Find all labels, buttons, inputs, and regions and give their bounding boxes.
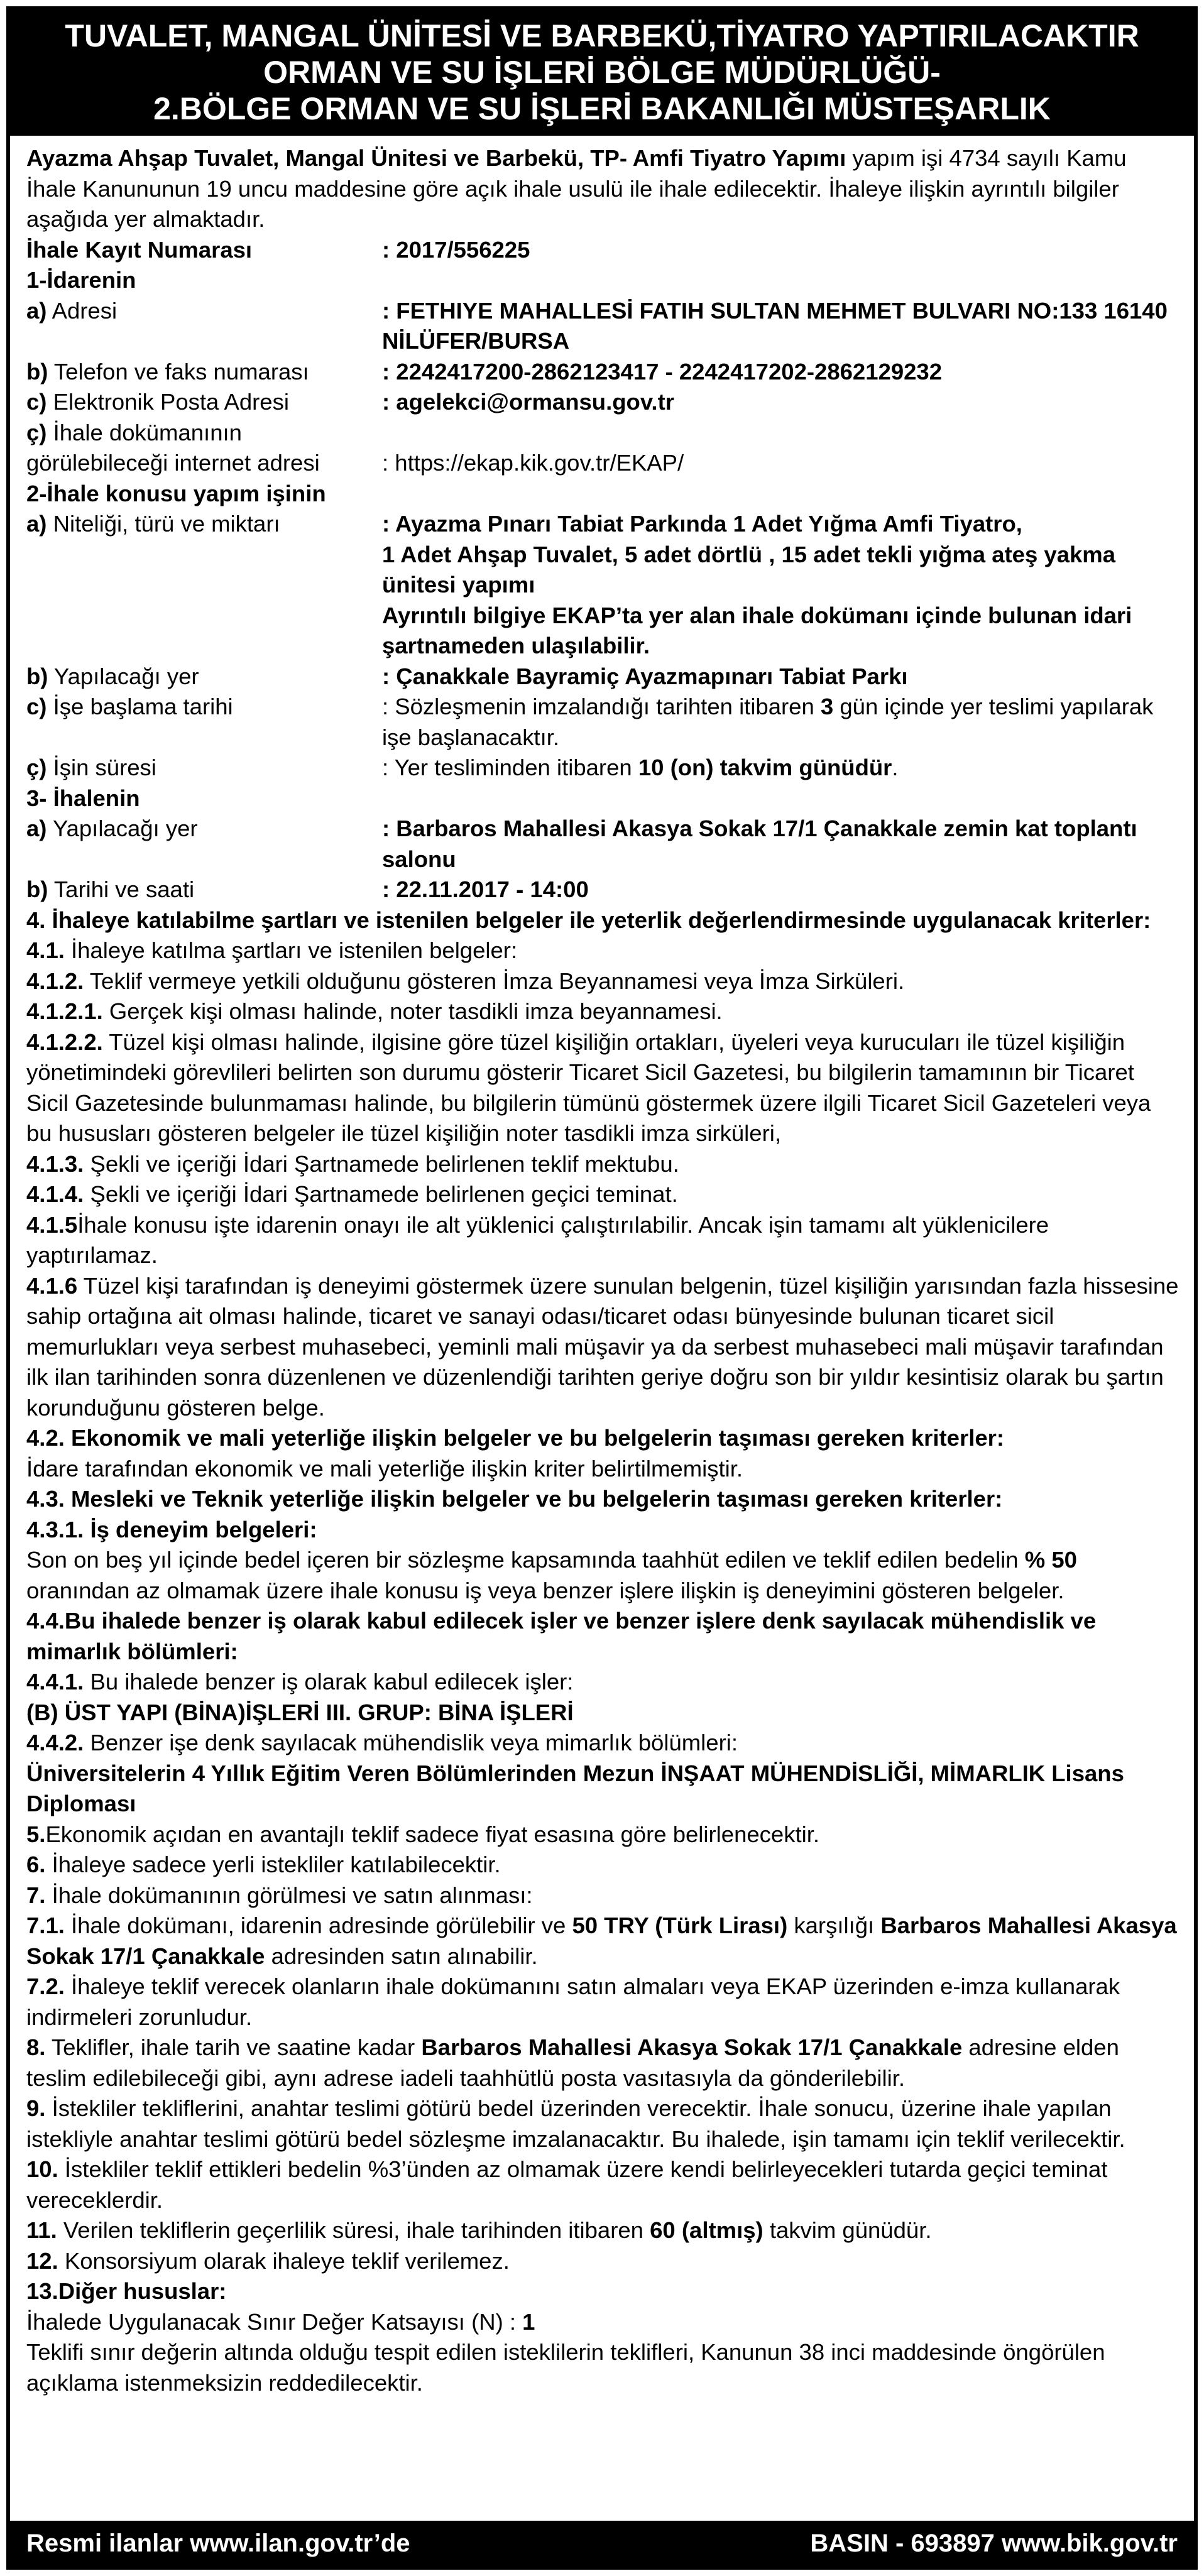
header-line-1: TUVALET, MANGAL ÜNİTESİ VE BARBEKÜ,TİYATRO YAPTIRILACAKTIR	[65, 18, 1139, 53]
notice-header	[10, 10, 1194, 136]
item-text: Ekonomik açıdan en avantajlı teklif sadece fiyat esasına göre belirlenecektir.	[45, 1821, 820, 1847]
item-9	[26, 2093, 1180, 2154]
text-part: Verilen tekliflerin geçerlilik süresi, ihale tarihinden itibaren	[57, 2217, 650, 2243]
nitelik-line-3: Ayrıntılı bilgiye EKAP’ta yer alan ihale dokümanı içinde bulunan idari şartnameden ulaşılabilir.	[382, 602, 1132, 658]
item-number: 4.1.5	[26, 1211, 78, 1238]
value-part: .	[892, 755, 899, 780]
text-bold: Barbaros Mahallesi Akasya Sokak 17/1 Çanakkale	[421, 2034, 963, 2060]
item-13-line-2: Teklifi sınır değerin altında olduğu tespit edilen isteklilerin teklifleri, Kanunun 38 inci maddesinde öngörülen açıklama istenmeksizin reddedilecektir.	[26, 2339, 1105, 2396]
label-text: Yapılacağı yer	[48, 663, 199, 689]
item-4-2-text: İdare tarafından ekonomik ve mali yeterliğe ilişkin kriter belirtilmemiştir.	[26, 1455, 743, 1482]
label-text: Telefon ve faks numarası	[48, 358, 309, 385]
letter-a: a)	[26, 511, 47, 537]
label-text: İşin süresi	[47, 755, 156, 780]
intro-paragraph	[26, 143, 1180, 235]
item-text: İhale dokümanının görülmesi ve satın alınması:	[45, 1882, 533, 1908]
item-number: 9.	[26, 2095, 46, 2121]
item-number: 4.1.6	[26, 1272, 78, 1299]
idare-dok-value[interactable]: : https://ekap.kik.gov.tr/EKAP/	[382, 450, 684, 476]
item-text: Teklif vermeye yetkili olduğunu gösteren İmza Beyannamesi veya İmza Sirküleri.	[84, 968, 905, 994]
item-number: 5.	[26, 1821, 46, 1847]
item-number: 4.1.	[26, 937, 65, 963]
item-4-2-heading: 4.2. Ekonomik ve mali yeterliğe ilişkin belgeler ve bu belgelerin taşıması gereken kriterler:	[26, 1425, 1004, 1451]
ihalenin-yer-value: : Barbaros Mahallesi Akasya Sokak 17/1 Çanakkale zemin kat toplantı salonu	[382, 816, 1137, 872]
idare-dok-label-2: görülebileceği internet adresi	[26, 450, 320, 476]
intro-bold: Ayazma Ahşap Tuvalet, Mangal Ünitesi ve Barbekü, TP- Amfi Tiyatro Yapımı	[26, 145, 846, 171]
item-text: Bu ihalede benzer iş olarak kabul edilecek işler:	[84, 1669, 574, 1695]
text-part: adresinden satın alınabilir.	[265, 1943, 538, 1969]
text-part: İhalede Uygulanacak Sınır Değer Katsayısı (N) :	[26, 2308, 523, 2335]
value-bold: 3	[820, 694, 834, 719]
konu-heading: 2-İhale konusu yapım işinin	[26, 480, 326, 506]
item-number: 4.1.4.	[26, 1181, 84, 1207]
nitelik-line-2: 1 Adet Ahşap Tuvalet, 5 adet dörtlü , 15 adet tekli yığma ateş yakma ünitesi yapımı	[382, 541, 1116, 598]
text-bold: 1	[522, 2308, 535, 2335]
idare-adres-value: : FETHIYE MAHALLESİ FATIH SULTAN MEHMET BULVARI NO:133 16140 NİLÜFER/BURSA	[382, 297, 1168, 354]
item-number: 12.	[26, 2247, 58, 2274]
footer-ilan-link[interactable]: Resmi ilanlar www.ilan.gov.tr’de	[26, 2529, 410, 2557]
ihalenin-heading: 3- İhalenin	[26, 785, 140, 811]
label-text: İhale dokümanının	[47, 419, 242, 445]
item-text: Konsorsiyum olarak ihaleye teklif verilemez.	[58, 2247, 510, 2274]
value-part: : Sözleşmenin imzalandığı tarihten itibaren	[382, 694, 821, 719]
item-4-1-4	[26, 1179, 1180, 1210]
item-number: 4.1.2.1.	[26, 998, 103, 1024]
ihalenin-tarih-row	[26, 875, 1180, 905]
footer-bik-link[interactable]: BASIN - 693897 www.bik.gov.tr	[810, 2529, 1178, 2557]
letter-c-cedilla: ç)	[26, 755, 47, 780]
item-7-1	[26, 1911, 1180, 1972]
text-bold: Barbaros Mahallesi Akasya Sokak 17/1 Çanakkale	[26, 1913, 1177, 1969]
item-4-4-heading: 4.4.Bu ihalede benzer iş olarak kabul edilecek işler ve benzer işlere denk sayılacak mühendislik ve mimarlık bölümleri:	[26, 1608, 1097, 1664]
letter-a: a)	[26, 297, 47, 324]
item-4-4-2-value: Üniversitelerin 4 Yıllık Eğitim Veren Bölümlerinden Mezun İNŞAAT MÜHENDİSLİĞİ, MİMARLIK Lisans Diploması	[26, 1760, 1124, 1816]
item-11	[26, 2215, 1180, 2246]
value-part: : Yer tesliminden itibaren	[382, 755, 638, 780]
item-10	[26, 2154, 1180, 2215]
value-bold: 10 (on) takvim günüdür	[638, 755, 892, 780]
item-4-3-1-text	[26, 1545, 1180, 1606]
label-text: Elektronik Posta Adresi	[47, 389, 289, 415]
item-4-1	[26, 936, 1180, 966]
item-4-3-heading: 4.3. Mesleki ve Teknik yeterliğe ilişkin belgeler ve bu belgelerin taşıması gereken kriterler:	[26, 1486, 1003, 1512]
idare-eposta-value[interactable]: : agelekci@ormansu.gov.tr	[382, 389, 674, 415]
konu-nitelik-value	[382, 509, 1180, 662]
item-text: Tüzel kişi tarafından iş deneyimi göstermek üzere sunulan belgenin, tüzel kişiliğin yarısından fazla hissesine sahip ortağına ait olması halinde, ticaret ve sanayi odası/ticaret odası bünyesinde bulunan ticaret sicil memurlukları veya serbest muhasebeci, yeminli mali müşavir ya da serbest muhasebeci mali müşavir tarafından ilk ilan tarihinden sonra düzenlenen ve düzenlendiği tarihten geriye doğru son bir yıldır kesintisiz olarak bu şartın korunduğunu gösteren belge.	[26, 1272, 1179, 1421]
konu-baslama-value	[382, 692, 1180, 753]
konu-sure-row	[26, 753, 1180, 783]
text-part: takvim günüdür.	[763, 2217, 932, 2243]
item-text: İstekliler tekliflerini, anahtar teslimi götürü bedel üzerinden verecektir. İhale sonucu, üzerine ihale yapılan istekliyle anahtar teslimi götürü bedel sözleşme imzalanacaktır. Bu ihalede, işin tamamı için teklif verilecektir.	[26, 2095, 1125, 2152]
item-number: 4.4.1.	[26, 1669, 84, 1695]
notice-footer	[10, 2521, 1194, 2566]
konu-baslama-label	[26, 692, 382, 753]
header-line-2: ORMAN VE SU İŞLERİ BÖLGE MÜDÜRLÜĞÜ-	[263, 55, 941, 90]
item-13-line-1	[26, 2307, 1180, 2338]
text-part: Son on beş yıl içinde bedel içeren bir sözleşme kapsamında taahhüt edilen ve teklif edilen bedelin	[26, 1547, 1025, 1573]
konu-sure-label	[26, 753, 382, 783]
konu-sure-value	[382, 753, 1180, 783]
item-text: Şekli ve içeriği İdari Şartnamede belirlenen teklif mektubu.	[84, 1150, 679, 1177]
value-part: gün içinde yer teslimi yapılarak işe başlanacaktır.	[382, 694, 1154, 750]
ihalenin-yer-row	[26, 814, 1180, 875]
item-text: İhale konusu işte idarenin onayı ile alt yüklenici çalıştırılabilir. Ancak işin tamamı alt yüklenicilere yaptırılamaz.	[26, 1211, 1049, 1268]
letter-c: c)	[26, 694, 47, 719]
item-12	[26, 2246, 1180, 2277]
label-text: Tarihi ve saati	[48, 876, 195, 902]
konu-nitelik-row	[26, 509, 1180, 662]
text-part: karşılığı	[787, 1913, 881, 1938]
nitelik-line-1: : Ayazma Pınarı Tabiat Parkında 1 Adet Yığma Amfi Tiyatro,	[382, 511, 1022, 537]
item-text: Şekli ve içeriği İdari Şartnamede belirlenen geçici teminat.	[84, 1181, 678, 1207]
letter-b: b)	[26, 358, 48, 385]
item-number: 8.	[26, 2034, 46, 2060]
idare-adres-row	[26, 296, 1180, 357]
ihalenin-yer-label	[26, 814, 382, 875]
idare-dok-row	[26, 448, 1180, 479]
item-number: 4.1.3.	[26, 1150, 84, 1177]
item-text: Tüzel kişi olması halinde, ilgisine göre tüzel kişiliğin ortakları, üyeleri veya kurucuları ile tüzel kişiliğin yönetimindeki görevlileri belirten son durumu gösterir Ticaret Sicil Gazetesi, bu bilgilerin tamamının bir Ticaret Sicil Gazetesinde bulunmaması halinde, bu bilgilerin tümünü göstermek üzere ilgili Ticaret Sicil Gazeteleri veya bu hususları gösteren belgeler ile tüzel kişiliğin noter tasdikli imza sirküleri,	[26, 1029, 1151, 1146]
notice-body	[10, 136, 1194, 2398]
item-text: Benzer işe denk sayılacak mühendislik veya mimarlık bölümleri:	[84, 1730, 738, 1755]
item-4-3-1-heading: 4.3.1. İş deneyim belgeleri:	[26, 1516, 317, 1542]
letter-a: a)	[26, 816, 47, 841]
item-number: 10.	[26, 2156, 58, 2182]
item-number: 4.1.2.2.	[26, 1029, 103, 1055]
item-7	[26, 1880, 1180, 1911]
text-bold: 50 TRY (Türk Lirası)	[572, 1913, 788, 1938]
idare-tel-label	[26, 357, 382, 388]
text-part: oranından az olmamak üzere ihale konusu iş veya benzer işlere ilişkin iş deneyimini gösteren belgeler.	[26, 1577, 1064, 1603]
konu-yer-label	[26, 662, 382, 692]
item-number: 7.2.	[26, 1973, 65, 1999]
item-text: İhaleye teklif verecek olanların ihale dokümanını satın almaları veya EKAP üzerinden e-imza kullanarak indirmeleri zorunludur.	[26, 1973, 1120, 2030]
header-line-3: 2.BÖLGE ORMAN VE SU İŞLERİ BAKANLIĞI MÜSTEŞARLIK	[153, 91, 1051, 126]
item-4-1-3	[26, 1149, 1180, 1180]
item-4-1-2-1	[26, 996, 1180, 1027]
item-number: 4.1.2.	[26, 968, 84, 994]
item-4-4-2	[26, 1728, 1180, 1759]
konu-nitelik-label	[26, 509, 382, 662]
section-4-heading: 4. İhaleye katılabilme şartları ve istenilen belgeler ile yeterlik değerlendirmesinde uygulanacak kriterler:	[26, 907, 1151, 933]
item-number: 4.4.2.	[26, 1730, 84, 1755]
letter-b: b)	[26, 876, 48, 902]
item-4-1-2-2	[26, 1027, 1180, 1149]
ihalenin-tarih-label	[26, 875, 382, 905]
text-bold: 60 (altmış)	[650, 2217, 763, 2243]
item-text: Gerçek kişi olması halinde, noter tasdikli imza beyannamesi.	[102, 998, 723, 1024]
item-text: İstekliler teklif ettikleri bedelin %3’ünden az olmamak üzere kendi belirleyecekleri tutarda geçici teminat vereceklerdir.	[26, 2156, 1108, 2213]
konu-baslama-row	[26, 692, 1180, 753]
idare-tel-value: : 2242417200-2862123417 - 2242417202-2862129232	[382, 358, 943, 385]
idare-adres-label	[26, 296, 382, 357]
label-text: İşe başlama tarihi	[47, 694, 233, 719]
notice-frame	[6, 6, 1198, 2570]
text-bold: % 50	[1024, 1547, 1077, 1573]
item-4-1-5	[26, 1210, 1180, 1271]
item-4-1-6	[26, 1271, 1180, 1424]
text-part: adresine elden teslim edilebileceği gibi, aynı adrese iadeli taahhütlü posta vasıtasıyla da gönderilebilir.	[26, 2034, 1119, 2091]
item-number: 7.	[26, 1882, 46, 1908]
item-7-2	[26, 1972, 1180, 2033]
kayit-row	[26, 235, 1180, 266]
item-number: 11.	[26, 2217, 57, 2243]
letter-c-cedilla: ç)	[26, 419, 47, 445]
label-text: Yapılacağı yer	[47, 816, 198, 841]
item-number: 7.1.	[26, 1913, 65, 1938]
text-part: Teklifler, ihale tarih ve saatine kadar	[45, 2034, 422, 2060]
idare-tel-row	[26, 357, 1180, 388]
item-text: İhaleye katılma şartları ve istenilen belgeler:	[64, 937, 518, 963]
kayit-value: : 2017/556225	[382, 236, 530, 263]
text-part: İhale dokümanı, idarenin adresinde görülebilir ve	[64, 1913, 572, 1938]
idare-dok-label-1	[26, 418, 1180, 449]
label-text: Adresi	[47, 297, 118, 324]
letter-c: c)	[26, 389, 47, 415]
item-4-4-1-value: (B) ÜST YAPI (BİNA)İŞLERİ III. GRUP: BİNA İŞLERİ	[26, 1699, 574, 1725]
idare-eposta-label	[26, 387, 382, 418]
label-text: Niteliği, türü ve miktarı	[47, 511, 280, 537]
idare-eposta-row	[26, 387, 1180, 418]
intro-text: yapım işi 4734 sayılı Kamu İhale Kanununun 19 uncu maddesine göre açık ihale usulü ile ihale edilecektir. İhaleye ilişkin ayrıntılı bilgiler aşağıda yer almaktadır.	[26, 145, 1127, 232]
item-8	[26, 2033, 1180, 2093]
item-4-4-1	[26, 1667, 1180, 1698]
letter-b: b)	[26, 663, 48, 689]
item-13-heading: 13.Diğer hususlar:	[26, 2278, 227, 2304]
konu-yer-row	[26, 662, 1180, 692]
kayit-label: İhale Kayıt Numarası	[26, 236, 253, 263]
item-number: 6.	[26, 1852, 46, 1877]
item-4-1-2	[26, 966, 1180, 997]
item-6	[26, 1850, 1180, 1880]
item-5	[26, 1820, 1180, 1850]
ihalenin-tarih-value: : 22.11.2017 - 14:00	[382, 876, 589, 902]
idare-heading: 1-İdarenin	[26, 267, 136, 293]
item-text: İhaleye sadece yerli istekliler katılabilecektir.	[45, 1852, 501, 1877]
konu-yer-value: : Çanakkale Bayramiç Ayazmapınarı Tabiat Parkı	[382, 663, 908, 689]
